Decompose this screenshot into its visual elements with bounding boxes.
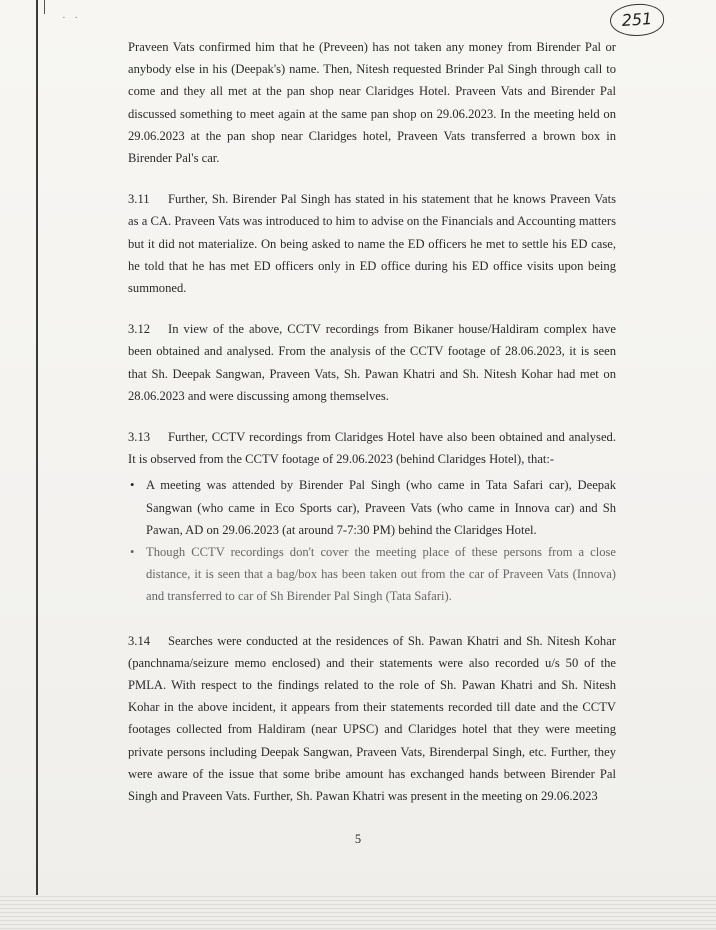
section-number: 3.12 (128, 322, 151, 337)
section-text: Further, Sh. Birender Pal Singh has stated in his statement that he knows Praveen Vats as a CA. Praveen Vats was introduced to him to advise on the Financials and Accounting matters but it did not materialize. On being asked to name the ED officers he met to settle his ED case, he told that he has met ED officers only in ED office during his ED office visits upon being summoned. (128, 192, 616, 296)
opening-paragraph: Praveen Vats confirmed him that he (Preveen) has not taken any money from Birender Pal or anybody else in his (Deepak's) name. Then, Nitesh requested Brinder Pal Singh through call to come and they all met at the pan shop near Claridges Hotel. Praveen Vats and Birender Pal discussed something to meet again at the same pan shop on 29.06.2023. In the meeting held on 29.06.2023 at the pan shop near Claridges hotel, Praveen Vats transferred a brown box in Birender Pal's car. (128, 40, 616, 166)
section-3-13 (128, 426, 616, 470)
section-3-13-bullets (128, 474, 616, 607)
section-3-12 (128, 318, 616, 407)
section-number: 3.13 (128, 430, 151, 445)
document-body (128, 36, 616, 826)
section-text: Searches were conducted at the residences of Sh. Pawan Khatri and Sh. Nitesh Kohar (panchnama/seizure memo enclosed) and their statements were also recorded u/s 50 of the PMLA. With respect to the findings related to the role of Sh. Pawan Khatri and Sh. Nitesh Kohar in the above incident, it appears from their statements recorded till date and the CCTV footages collected from Haldiram (near UPSC) and Claridges hotel that they were meeting private persons including Deepak Sangwan, Praveen Vats, Birenderpal Singh, etc. Further, they were aware of the issue that some bribe amount has exchanged hands between Birender Pal Singh and Praveen Vats. Further, Sh. Pawan Khatri was present in the meeting on 29.06.2023 (128, 633, 616, 804)
handwritten-page-stamp: 251 (609, 2, 665, 38)
section-number: 3.14 (128, 633, 151, 648)
bullet-item: • A meeting was attended by Birender Pal Singh (who came in Tata Safari car), Deepak Sangwan (who came in Eco Sports car), Praveen Vats (who came in Innova car) and Sh Pawan, AD on 29.06.2023 (at around 7-7:30 PM) behind the Claridges Hotel. (128, 474, 616, 541)
section-text: Further, CCTV recordings from Claridges Hotel have also been obtained and analysed. It is observed from the CCTV footage of 29.06.2023 (behind Claridges Hotel), that:- (128, 430, 616, 467)
scan-bottom-band (0, 896, 716, 930)
binding-margin-line (36, 0, 38, 895)
section-number: 3.11 (128, 192, 150, 207)
section-3-11 (128, 188, 616, 299)
section-3-14 (128, 630, 616, 808)
bullet-item: • Though CCTV recordings don't cover the meeting place of these persons from a close distance, it is seen that a bag/box has been taken out from the car of Praveen Vats (Innova) and transferred to car of Sh Birender Pal Singh (Tata Safari). (128, 541, 616, 608)
binding-tick-mark (44, 0, 45, 14)
page-number: 5 (354, 832, 362, 846)
corner-scan-mark: · · (62, 12, 82, 24)
section-text: In view of the above, CCTV recordings from Bikaner house/Haldiram complex have been obtained and analysed. From the analysis of the CCTV footage of 28.06.2023, it is seen that Sh. Deepak Sangwan, Praveen Vats, Sh. Pawan Khatri and Sh. Nitesh Kohar had met on 28.06.2023 and were discussing among themselves. (128, 322, 616, 403)
